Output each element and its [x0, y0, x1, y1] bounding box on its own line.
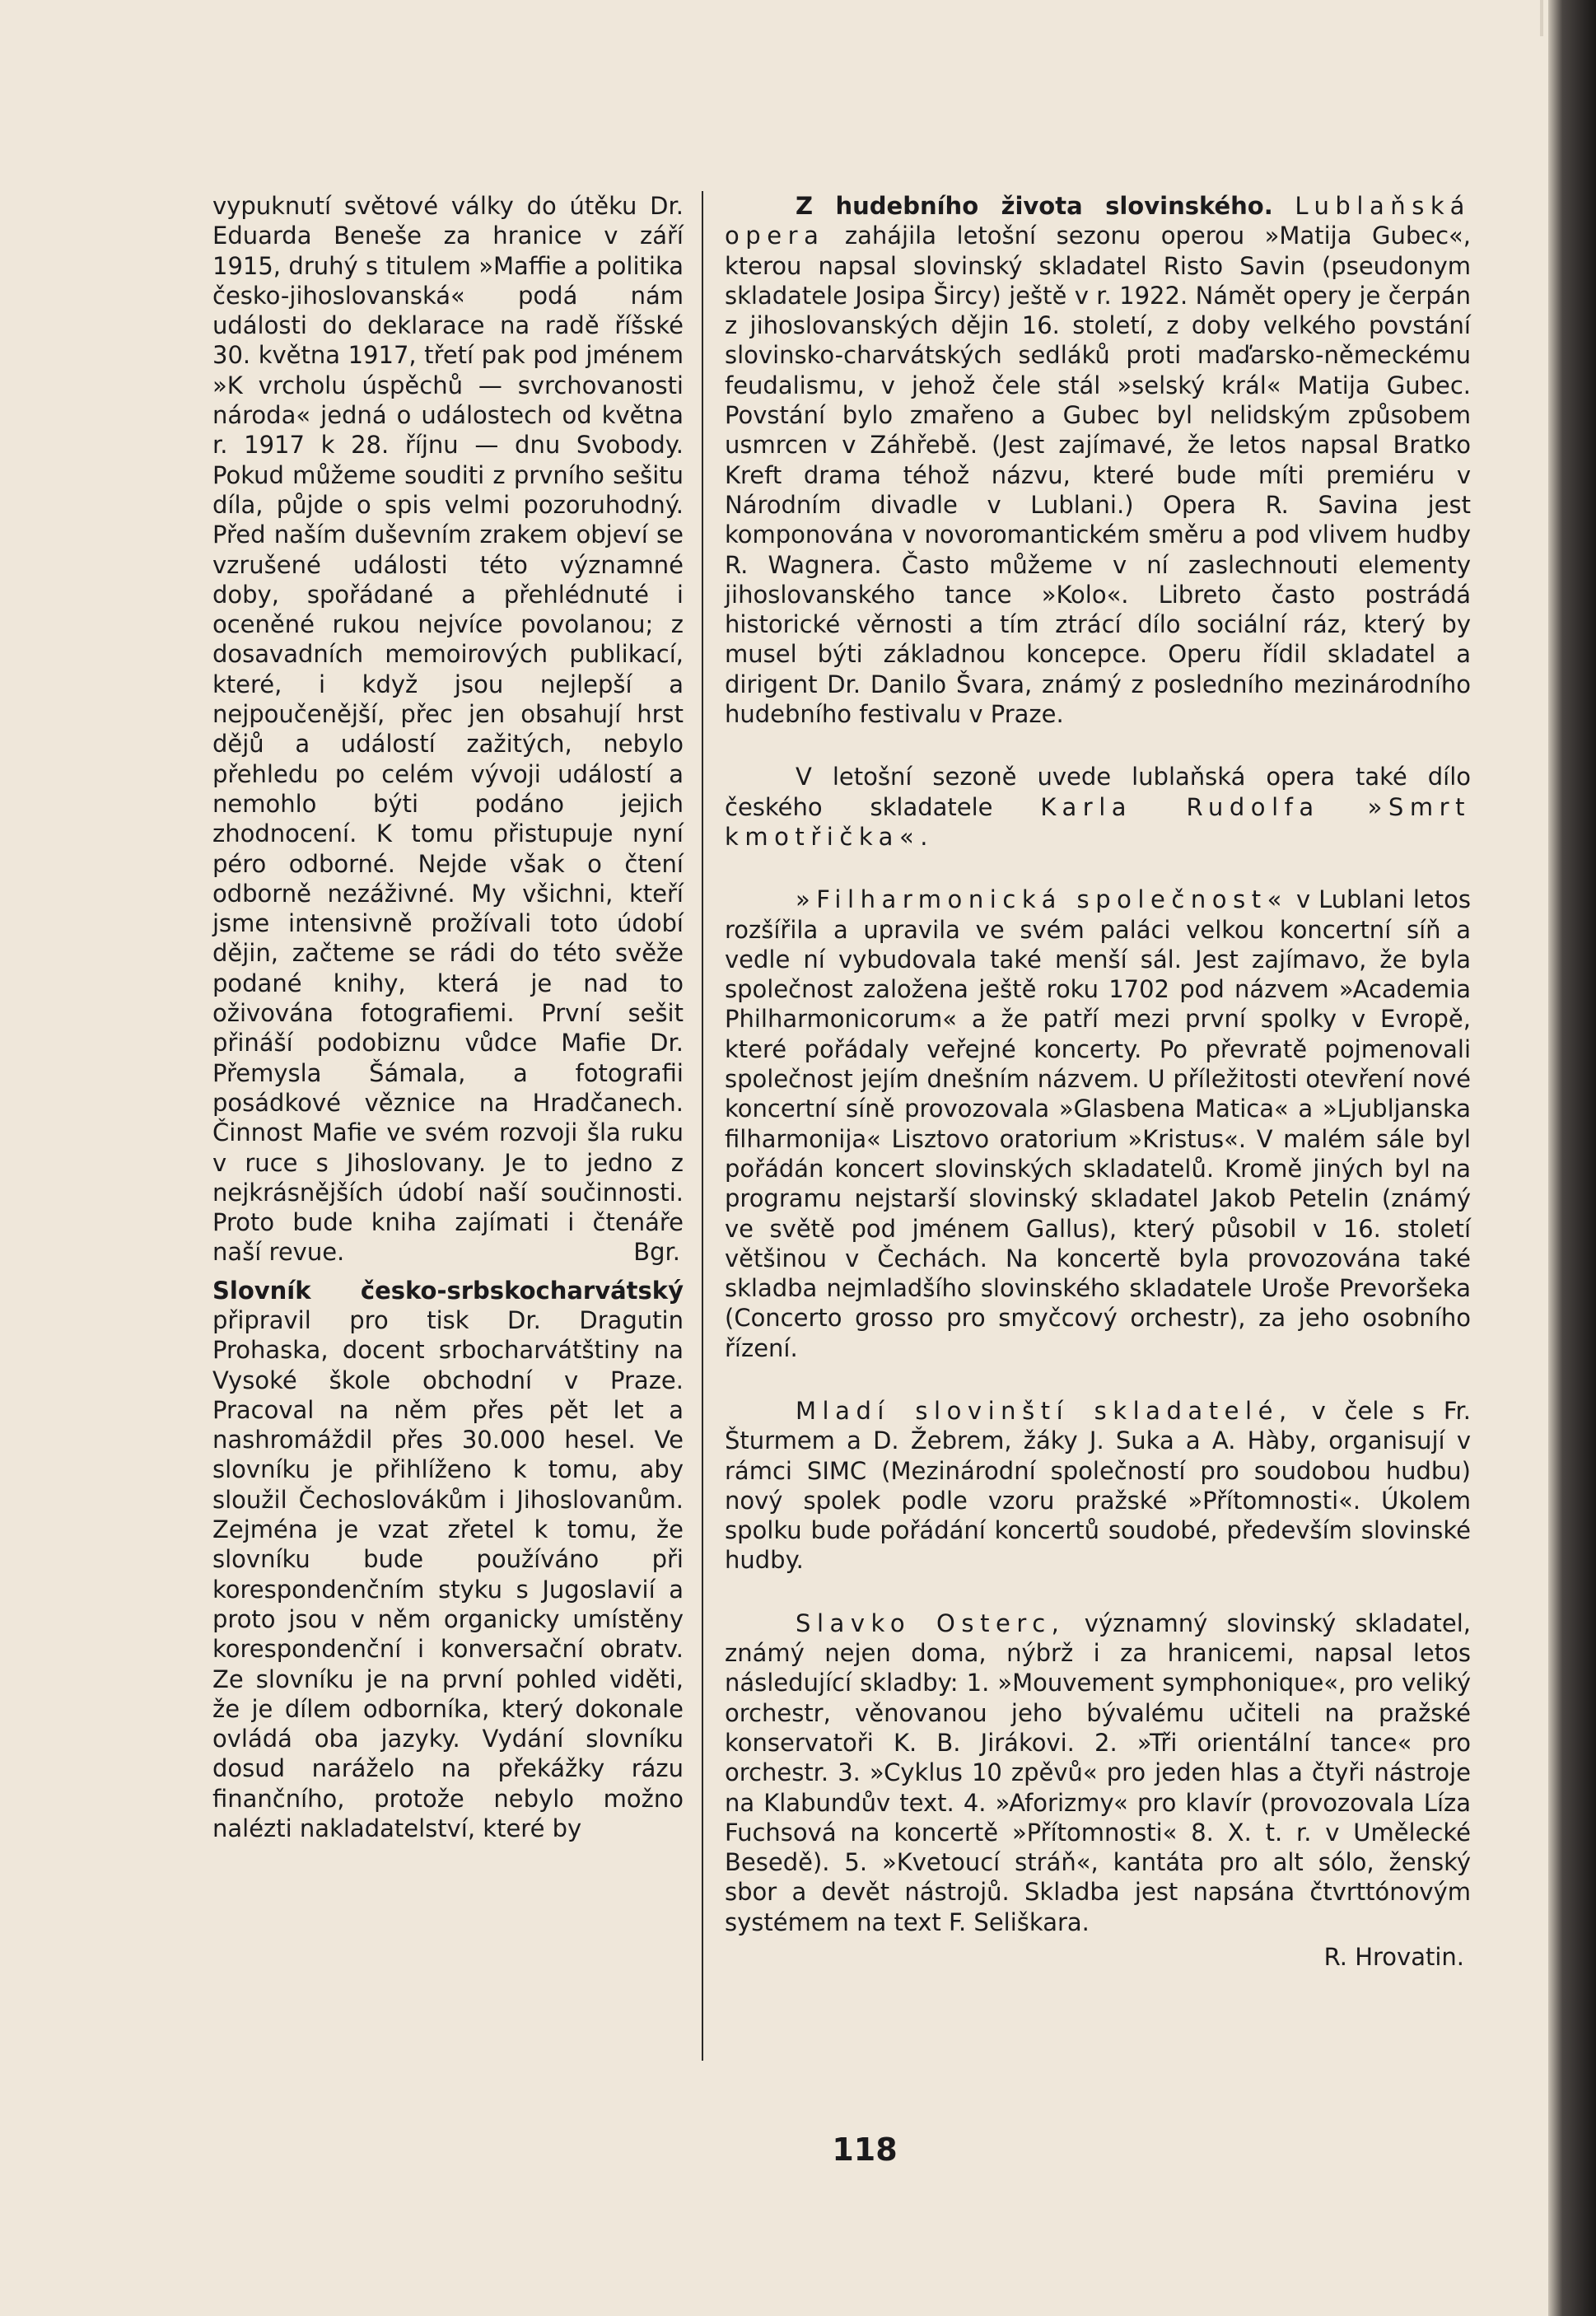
paragraph-text: připravil pro tisk Dr. Dragutin Prohaska, docent srbocharvátštiny na Vysoké škole obchodní v Praze. Pracoval na něm přes pět let a nashromáždil přes 30.000 hesel. Ve slovníku je přihlíženo k tomu, aby sloužil Čechoslovákům i Jihoslovanům. Zejména je vzat zřetel k tomu, že slovníku bude používáno při korespondenčním styku s Jugoslavií a proto jsou v něm organicky umístěny korespondenční i konversační obratv. Ze slovníku je na první pohled viděti, že je dílem odborníka, který dokonale ovládá oba jazyky. Vydání slovníku dosud naráželo na překážky rázu finančního, protože nebylo možno nalézti nakladatelství, které by	[212, 1305, 684, 1843]
paragraph-karel-rudolf	[725, 762, 1471, 852]
page-edge-shadow	[1548, 0, 1596, 2316]
spaced-composer-name: Karla Rudolfa	[1040, 792, 1320, 821]
paragraph-slavko-osterc	[725, 1609, 1471, 1937]
spaced-lead-term: Mladí slovinští skladatelé,	[796, 1396, 1293, 1425]
spaced-lead-term: »Filharmonická společnost«	[796, 885, 1288, 914]
right-column	[725, 191, 1471, 1972]
paragraph-text: v čele s Fr. Šturmem a D. Žebrem, žáky J. Suka a A. Hàby, organisují v rámci SIMC (Mezinárodní společností pro soudobou hudbu) nový spolek podle vzoru pražské »Přítomnosti«. Úkolem spolku bude pořádání koncertů soudobé, především slovinské hudby.	[725, 1396, 1471, 1575]
page-number: 118	[832, 2132, 898, 2168]
left-column	[212, 191, 684, 1843]
paragraph-mafie-book	[212, 191, 684, 1268]
author-signature-hrovatin: R. Hrovatin.	[1323, 1943, 1464, 1972]
spaced-lead-term: Lublaňská opera	[725, 192, 1471, 250]
paragraph-text: v Lublani letos rozšířila a upravila ve svém paláci velkou koncertní síň a vedle ní vybudovala také menší sál. Jest zajímavo, že byla společnost založena ještě roku 1702 pod názvem »Academia Philharmonicorum« a že patří mezi první spolky v Evropě, které pořádaly veřejné koncerty. Po převratě pojmenovali společnost jejím dnešním názvem. U příležitosti otevření nové koncertní síně provozovala »Glasbena Matica« a »Ljubljanska filharmonija« Lisztovo oratorium »Kristus«. V malém sále byl pořádán koncert slovinských skladatelů. Kromě jiných byl na programu nejstarší slovinský skladatel Jakob Petelin (známý ve světě pod jménem Gallus), který působil v 16. století většinou v Čechách. Na koncertě byla provozována také skladba nejmladšího slovinského skladatele Uroše Prevoršeka (Concerto grosso pro smyčcový orchestr), za jeho osobního řízení.	[725, 885, 1471, 1362]
page-edge-mark	[1540, 0, 1543, 36]
paragraph-ljubljana-opera	[725, 191, 1471, 729]
paragraph-text: zahájila letošní sezonu operou »Matija Gubec«, kterou napsal slovinský skladatel Risto Savin (pseudonym skladatele Josipa Šircy) ještě v r. 1922. Námět opery je čerpán z jihoslovanských dějin 16. století, z doby velkého povstání slovinsko-charvátských sedláků proti maďarsko-německému feudalismu, v jehož čele stál »selský král« Matija Gubec. Povstání bylo zmařeno a Gubec byl nelidským způsobem usmrcen v Záhřebě. (Jest zajímavé, že letos napsal Bratko Kreft drama téhož názvu, které bude míti premiéru v Národním divadle v Lublani.) Opera R. Savina jest komponována v novoromantickém směru a pod vlivem hudby R. Wagnera. Často můžeme v ní zaslechnouti elementy jihoslovanského tance »Kolo«. Libreto často postrádá historické věrnosti a tím ztrácí dílo sociální ráz, který by musel býti základnou koncepce. Operu řídil skladatel a dirigent Dr. Danilo Švara, známý z posledního mezinárodního hudebního festivalu v Praze.	[725, 222, 1471, 729]
spaced-lead-term: Slavko Osterc,	[796, 1609, 1066, 1637]
paragraph-text: významný slovinský skladatel, známý nejen doma, nýbrž i za hranicemi, napsal letos následující skladby: 1. »Mouvement symphonique«, pro veliký orchestr, věnovanou jeho bývalému učiteli na pražské konservatoři K. B. Jirákovi. 2. »Tři orientální tance« pro orchestr. 3. »Cyklus 10 zpěvů« pro jeden hlas a čtyři nástroje na Klabundův text. 4. »Aforizmy« pro klavír (provozovala Líza Fuchsová na koncertě »Přítomnosti« 8. X. t. r. v Umělecké Besedě). 5. »Kvetoucí stráň«, kantáta pro alt sólo, ženský sbor a devět nástrojů. Skladba jest napsána čtvrttónovým systémem na text F. Seliškara.	[725, 1609, 1471, 1936]
paragraph-text: vypuknutí světové války do útěku Dr. Eduarda Beneše za hranice v září 1915, druhý s titulem »Maffie a politika česko-jihoslovanská« podá nám události do deklarace na radě říšské 30. května 1917, třetí pak pod jménem »K vrcholu úspěchů — svrchovanosti národa« jedná o událostech od května r. 1917 k 28. říjnu — dnu Svobody. Pokud můžeme souditi z prvního sešitu díla, půjde o spis velmi pozoruhodný. Před naším duševním zrakem objeví se vzrušené události této významné doby, spořádané a přehlédnuté i oceněné rukou nejvíce povolanou; z dosavadních memoirových publikací, které, i když jsou nejlepší a nejpoučenější, přec jen obsahují hrst dějů a událostí zažitých, nebylo přehledu po celém vývoji událostí a nemohlo býti podáno jejich zhodnocení. K tomu přistupuje nyní péro odborné. Nejde však o čtení odborně nezáživné. My všichni, kteří jsme intensivně prožívali toto údobí dějin, začteme se rádi do této svěže podané knihy, která je nad to oživována fotografiemi. První sešit přináší podobiznu vůdce Mafie Dr. Přemysla Šámala, a fotografii posádkové věznice na Hradčanech. Činnost Mafie ve svém rozvoji šla ruku v ruce s Jihoslovany. Je to jedno z nejkrásnějších údobí naší součinnosti. Proto bude kniha zajímati i čtenáře naší revue.	[212, 192, 684, 1267]
paragraph-dictionary	[212, 1276, 684, 1844]
paragraph-philharmonic	[725, 885, 1471, 1363]
section-heading: Z hudebního života slovinského.	[796, 192, 1273, 220]
dictionary-heading: Slovník česko-srbskocharvátský	[212, 1276, 684, 1305]
spaced-work-title: »Smrt kmotřička«.	[725, 792, 1472, 851]
paragraph-young-composers	[725, 1396, 1471, 1576]
paragraph-text: V letošní sezoně uvede lublaňská opera také dílo českého skladatele	[725, 763, 1471, 821]
author-signature-bgr: Bgr.	[633, 1238, 680, 1267]
column-divider	[702, 191, 703, 2061]
